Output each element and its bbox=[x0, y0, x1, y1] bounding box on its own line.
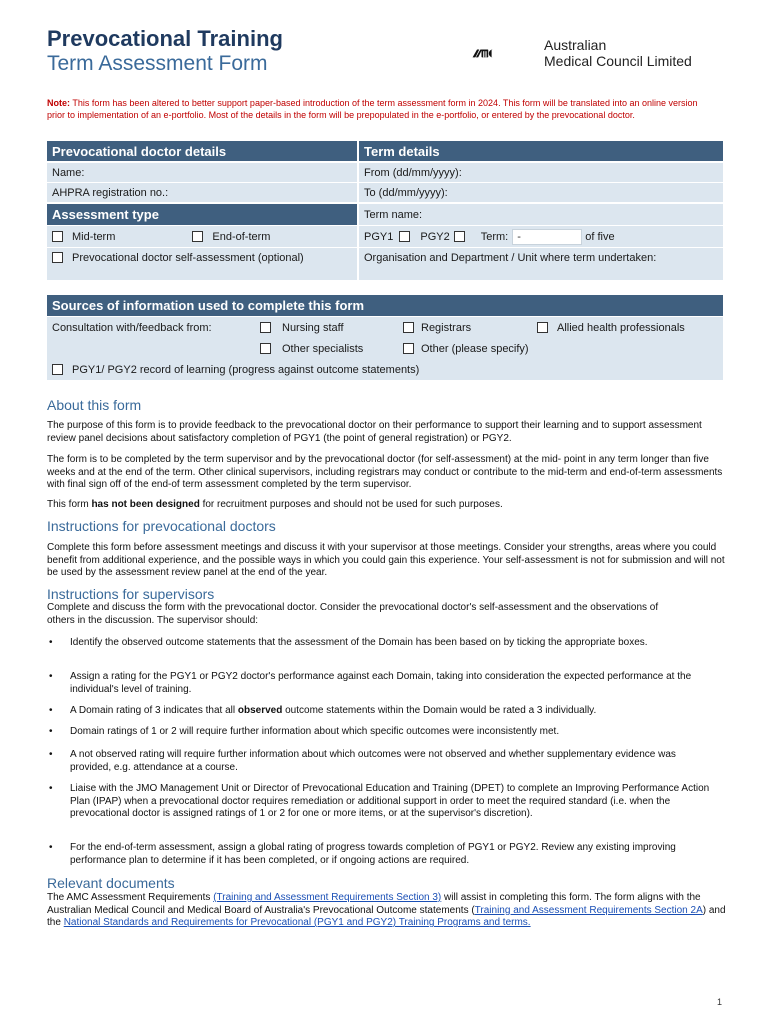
allied-health-label: Allied health professionals bbox=[557, 322, 685, 334]
instructions-supervisors-intro: Complete and discuss the form with the prevocational doctor. Consider the prevocational doctor's self-assessment and the observations of others in the discussion. The supervisor should: bbox=[47, 602, 659, 626]
self-assessment-row bbox=[47, 248, 357, 280]
bullet-marker: • bbox=[49, 726, 53, 737]
about-paragraph-1: The purpose of this form is to provide feedback to the prevocational doctor on their performance to support their learning and to support assessment review panel decisions about satisfactory completion of PGY1 (the point of general registration) or PGY2. bbox=[47, 420, 702, 444]
other-label: Other (please specify) bbox=[421, 343, 529, 355]
bullet-marker: • bbox=[49, 705, 53, 716]
logo-line-1: Australian bbox=[544, 37, 607, 53]
bullet-3-before: A Domain rating of 3 indicates that all bbox=[70, 705, 238, 716]
note-text: This form has been altered to better support paper-based introduction of the term assessment form in 2024. This form will be translated into an online version prior to implementation of an e-portfolio. Most of the details in the form will be prepopulated in the e-portfolio, or entered by the prevocational doctor. bbox=[47, 98, 698, 120]
relevant-text-3: ) and the bbox=[47, 904, 726, 928]
relevant-documents-paragraph bbox=[47, 892, 731, 930]
self-assessment-label: Prevocational doctor self-assessment (optional) bbox=[72, 252, 304, 264]
nursing-staff-checkbox[interactable] bbox=[260, 322, 271, 333]
about-p3-after: for recruitment purposes and should not be used for such purposes. bbox=[199, 499, 503, 510]
bullet-item-5: A not observed rating will require further information about which outcomes were not observed and whether supplementary evidence was provided, e.g. attendance at a course. bbox=[70, 749, 676, 773]
bullet-marker: • bbox=[49, 671, 53, 682]
logo-text bbox=[544, 37, 692, 69]
allied-health-checkbox[interactable] bbox=[537, 322, 548, 333]
term-name-label: Term name: bbox=[364, 208, 423, 221]
sources-heading: Sources of information used to complete this form bbox=[47, 295, 723, 316]
pgy2-label: PGY2 bbox=[420, 230, 450, 243]
bullet-marker: • bbox=[49, 749, 53, 760]
nursing-staff-label: Nursing staff bbox=[282, 322, 344, 334]
page-number: 1 bbox=[717, 997, 723, 1007]
ahpra-field[interactable] bbox=[47, 183, 357, 202]
name-label: Name: bbox=[52, 166, 85, 179]
other-specialists-label: Other specialists bbox=[282, 343, 364, 355]
about-paragraph-2: The form is to be completed by the term supervisor and by the prevocational doctor (for self-assessment) at the mid- point in any term longer than five weeks and at the end of the term. Other clinical supervisors, including registrars may conduct or contribute to the mid-term and end-of-term assessments with final sign off of the end-of term assessment completed by the term supervisor. bbox=[47, 454, 723, 490]
about-p3-before: This form bbox=[47, 499, 92, 510]
about-heading: About this form bbox=[47, 397, 142, 413]
relevant-text-2: will assist in completing this form. The form aligns with the Australian Medical Council and Medical Board of Australia's Prevocational Outcome statements ( bbox=[47, 892, 701, 916]
pgy-term-row bbox=[359, 226, 723, 247]
of-five-label: of five bbox=[585, 230, 615, 243]
to-date-label: To (dd/mm/yyyy): bbox=[364, 186, 448, 199]
assessment-type-row bbox=[47, 226, 357, 247]
bullet-item-2: Assign a rating for the PGY1 or PGY2 doctor's performance against each Domain, taking into consideration the expected performance at the individual's level of training. bbox=[70, 671, 692, 695]
relevant-text-1: The AMC Assessment Requirements bbox=[47, 892, 214, 903]
instructions-supervisors-heading: Instructions for supervisors bbox=[47, 586, 215, 602]
end-term-checkbox[interactable] bbox=[192, 231, 203, 242]
assessment-type-heading: Assessment type bbox=[47, 204, 357, 225]
bullet-item-4: Domain ratings of 1 or 2 will require further information about which specific outcomes were inconsistently met. bbox=[70, 726, 560, 737]
page-title: Prevocational Training bbox=[47, 26, 283, 51]
page-subtitle: Term Assessment Form bbox=[47, 52, 268, 75]
from-date-field[interactable] bbox=[359, 163, 723, 182]
registrars-checkbox[interactable] bbox=[403, 322, 414, 333]
term-number-input[interactable]: - bbox=[512, 229, 582, 245]
bullet-marker: • bbox=[49, 637, 53, 648]
mid-term-label: Mid-term bbox=[72, 230, 116, 243]
term-name-field[interactable] bbox=[359, 204, 723, 225]
term-details-heading: Term details bbox=[359, 141, 723, 161]
instructions-doctors-heading: Instructions for prevocational doctors bbox=[47, 518, 276, 534]
note-label: Note: bbox=[47, 98, 70, 108]
training-assessment-section-3-link[interactable]: (Training and Assessment Requirements Section 3) bbox=[213, 892, 442, 903]
bullet-item-3 bbox=[70, 705, 720, 718]
bullet-item-7: For the end-of-term assessment, assign a global rating of progress towards completion of PGY1 or PGY2. Review any existing improving performance plan to determine if it has been completed, or if ongoing actions are required. bbox=[70, 842, 676, 866]
term-label: Term: bbox=[480, 230, 509, 243]
pgy1-label: PGY1 bbox=[364, 230, 394, 243]
bullet-3-after: outcome statements within the Domain would be rated a 3 individually. bbox=[282, 705, 597, 716]
organisation-field[interactable] bbox=[359, 248, 723, 280]
doctor-details-heading: Prevocational doctor details bbox=[47, 141, 357, 161]
name-field[interactable] bbox=[47, 163, 357, 182]
pgy2-checkbox[interactable] bbox=[454, 231, 465, 242]
about-p3-bold: has not been designed bbox=[91, 499, 200, 510]
record-of-learning-checkbox[interactable] bbox=[52, 364, 63, 375]
training-assessment-section-2a-link[interactable]: Training and Assessment Requirements Section 2A bbox=[474, 904, 703, 916]
amc-logo-icon bbox=[472, 36, 542, 72]
to-date-field[interactable] bbox=[359, 183, 723, 202]
instructions-doctors-paragraph: Complete this form before assessment meetings and discuss it with your supervisor at those meetings. Consider your strengths, areas where you could benefit from additional experience, and the possible ways in which you could gain this experience. Your self-assessment is not for submission and will not be used by the assessment review panel at the end of the year. bbox=[47, 542, 725, 578]
logo-line-2: Medical Council Limited bbox=[544, 53, 692, 69]
registrars-label: Registrars bbox=[421, 322, 472, 334]
mid-term-checkbox[interactable] bbox=[52, 231, 63, 242]
bullet-item-1: Identify the observed outcome statements that the assessment of the Domain has been based on by ticking the appropriate boxes. bbox=[70, 637, 648, 648]
record-of-learning-label: PGY1/ PGY2 record of learning (progress against outcome statements) bbox=[72, 364, 420, 376]
note-paragraph bbox=[47, 97, 717, 121]
relevant-documents-heading: Relevant documents bbox=[47, 875, 175, 891]
from-date-label: From (dd/mm/yyyy): bbox=[364, 166, 462, 179]
sources-block bbox=[47, 317, 723, 380]
bullet-marker: • bbox=[49, 842, 53, 853]
end-term-label: End-of-term bbox=[212, 230, 271, 243]
other-specialists-checkbox[interactable] bbox=[260, 343, 271, 354]
about-paragraph-3 bbox=[47, 499, 719, 512]
organisation-label: Organisation and Department / Unit where term undertaken: bbox=[364, 252, 657, 264]
ahpra-label: AHPRA registration no.: bbox=[52, 186, 169, 199]
other-checkbox[interactable] bbox=[403, 343, 414, 354]
pgy1-checkbox[interactable] bbox=[399, 231, 410, 242]
national-standards-link[interactable]: National Standards and Requirements for Prevocational (PGY1 and PGY2) Training Programs and terms. bbox=[63, 917, 531, 928]
bullet-item-6: Liaise with the JMO Management Unit or Director of Prevocational Education and Training (DPET) to complete an Improving Performance Action Plan (IPAP) when a prevocational doctor requires remediation or additional support in order to meet the required standard (i.e. when the prevocational doctor is assigned ratings of 1 or 2 for one or more items, or at the supervisor's discretion). bbox=[70, 783, 710, 819]
self-assessment-checkbox[interactable] bbox=[52, 252, 63, 263]
consultation-label: Consultation with/feedback from: bbox=[52, 322, 212, 334]
bullet-3-bold: observed bbox=[237, 705, 283, 716]
bullet-marker: • bbox=[49, 783, 53, 794]
